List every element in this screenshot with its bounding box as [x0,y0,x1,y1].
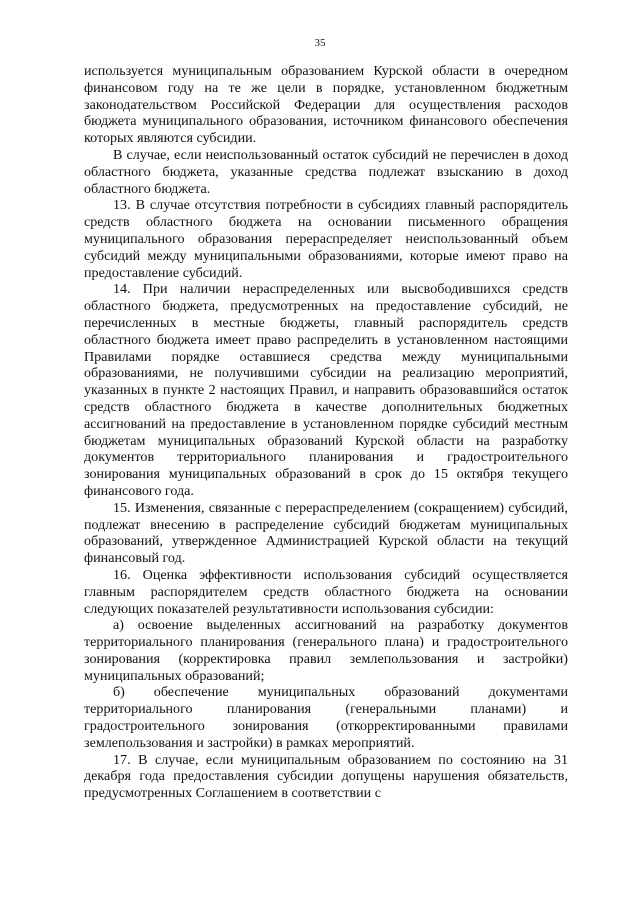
paragraph-16-b: б) обеспечение муниципальных образований документами территориального планирования (генеральными планами) и градостроительного зонирования (откорректированными правилами землепользования и застройки) в рамках мероприятий. [84,684,568,751]
paragraph-continuation: используется муниципальным образованием Курской области в очередном финансовом году на те же цели в порядке, установленном бюджетным законодательством Российской Федерации для осуществления расходов бюджета муниципального образования, источником финансового обеспечения которых являются субсидии. [84,63,568,147]
page-number: 35 [314,37,326,49]
paragraph-17: 17. В случае, если муниципальным образованием по состоянию на 31 декабря года предоставления субсидии допущены нарушения обязательств, предусмотренных Соглашением в соответствии с [84,751,568,802]
paragraph-16: 16. Оценка эффективности использования субсидий осуществляется главным распорядителем средств областного бюджета на основании следующих показателей результативности использования субсидии: [84,566,568,617]
paragraph-14: 14. При наличии нераспределенных или высвободившихся средств областного бюджета, предусмотренных на предоставление субсидий, не перечисленных в местные бюджеты, главный распорядитель средств областного бюджета имеет право распределить в установленном настоящими Правилами порядке оставшиеся средства между муниципальными образованиями, не получившими субсидии на реализацию мероприятий, указанных в пункте 2 настоящих Правил, и направить образовавшийся остаток средств областного бюджета в качестве дополнительных бюджетных ассигнований на предоставление в установленном порядке субсидий местным бюджетам муниципальных образований Курской области на разработку документов территориального планирования и градостроительного зонирования муниципальных образований в срок до 15 октября текущего финансового года. [84,281,568,499]
document-body [84,63,568,802]
paragraph-15: 15. Изменения, связанные с перераспределением (сокращением) субсидий, подлежат внесению в распределение субсидий бюджетам муниципальных образований, утвержденное Администрацией Курской области на текущий финансовый год. [84,499,568,567]
paragraph-unused-balance: В случае, если неиспользованный остаток субсидий не перечислен в доход областного бюджета, указанные средства подлежат взысканию в доход областного бюджета. [84,146,568,197]
paragraph-16-a: а) освоение выделенных ассигнований на разработку документов территориального планирования (генерального плана) и градостроительного зонирования (корректировка правил землепользования и застройки) муниципальных образований; [84,617,568,684]
paragraph-13: 13. В случае отсутствия потребности в субсидиях главный распорядитель средств областного бюджета на основании письменного обращения муниципального образования перераспределяет неиспользованный объем субсидий между муниципальными образованиями, которые имеют право на предоставление субсидий. [84,197,568,281]
